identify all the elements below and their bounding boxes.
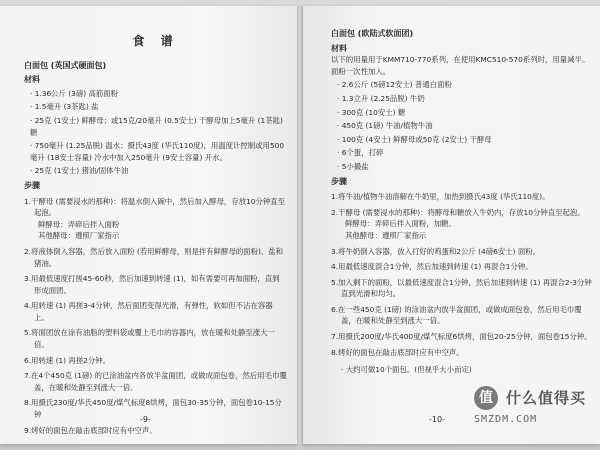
step-list xyxy=(331,191,594,358)
left-page-content xyxy=(24,26,287,436)
step-item: 9.烤好的面包在敲击底部时应有中空声。 xyxy=(24,425,157,435)
intro-text: 以下的用量用于KMM710-770系列，在使用KMC510-570系列时，用量减半。面粉一次性加入。 xyxy=(331,55,590,76)
step-item: 1.干酵母 (需要浸水的那种)：将温水倒入碗中，然后加入酵母，存放10分钟直至起泡。 xyxy=(24,196,286,218)
step-item: 8.烤好的面包在敲击底部时应有中空声。 xyxy=(331,347,464,357)
recipe-title: 白面包 (欧陆式软面团) xyxy=(331,29,414,38)
steps-heading: 步骤 xyxy=(24,180,40,190)
step-item: 3.将牛奶倒入容器，放入打好的鸡蛋和2公斤 (4磅6安士) 面粉。 xyxy=(331,246,541,256)
ingredient-item: · 100克 (4安士) 鲜酵母或50克 (2安士) 干酵母 xyxy=(337,134,492,144)
ingredient-item: · 300克 (10安士) 糖 xyxy=(337,107,406,117)
step-item: 6.在一些450克 (1磅) 的涂油盆内放半盆面团，或做成面包卷，然后用毛巾覆盖，在暖和处静至到涨大一倍。 xyxy=(331,304,582,326)
step-item: 7.在4个450克 (1磅) 的已涂油盆内各放半盆面团，或做成面包卷，然后用毛巾覆盖，在暖和处静至到涨大一倍。 xyxy=(24,371,287,392)
ingredient-list xyxy=(331,79,594,172)
page-title: 食 谱 xyxy=(132,34,179,48)
steps-heading: 步骤 xyxy=(331,176,347,186)
watermark-text: 什么值得买 xyxy=(506,389,587,407)
recipe-title: 白面包 (英国式硬面包) xyxy=(24,60,107,70)
right-page-content xyxy=(331,26,594,376)
page-number: -10- xyxy=(429,415,445,424)
watermark xyxy=(474,386,592,432)
step-subitem: 鲜酵母：弄碎后拌入面粉，加糖。 xyxy=(345,219,456,229)
ingredient-item: · 6个蛋，打碎 xyxy=(337,148,384,158)
ingredient-item: · 25克 (1安士) 猪油/固体牛油 xyxy=(30,166,129,176)
step-item: 4.用最低速度混合1分钟，然后加速到转速 (1) 再混合1分钟。 xyxy=(331,262,533,272)
right-page xyxy=(303,6,600,444)
materials-heading: 材料 xyxy=(24,75,40,85)
ingredient-item: · 1.36公斤 (3磅) 高筋面粉 xyxy=(30,88,119,98)
step-subitem: 其他酵母：遵照厂家指示 xyxy=(38,231,120,241)
watermark-url: SMZDM.COM xyxy=(474,414,538,425)
step-item: 5.将面团放在涂有油脂的塑料袋或覆上毛巾的容器内，放在暖和处静至涨大一倍。 xyxy=(24,328,275,350)
ingredient-list xyxy=(24,88,287,177)
watermark-logo-icon: 值 xyxy=(474,386,498,410)
step-item: 2.将液体倒入容器，然后放入面粉 (若用鲜酵母，则是拌有鲜酵母的面粉)、盐和猪油。 xyxy=(24,246,284,268)
ingredient-item: · 1.3立升 (2.25品脱) 牛奶 xyxy=(337,93,425,103)
step-list xyxy=(24,196,287,437)
step-subitem: 鲜酵母：弄碎后拌入面粉 xyxy=(38,219,120,229)
ingredient-item: · 1.5毫升 (3茶匙) 盐 xyxy=(30,102,99,112)
left-page xyxy=(0,6,297,444)
page-number: -9- xyxy=(140,415,151,424)
yield-note: · 大约可做10个面包。(但视乎大小而定) xyxy=(341,365,472,375)
step-item: 1.将牛油/植物牛油溶解在牛奶里，加热到摄氏43度 (华氏110度)。 xyxy=(331,192,550,202)
ingredient-item: · 2.6公斤 (5磅12安士) 普通白面粉 xyxy=(337,80,452,90)
ingredient-item: · 450克 (1磅) 牛油/植物牛油 xyxy=(337,121,433,131)
step-item: 8.用摄氏230度/华氏450度/煤气标度8烘烤，面包30-35分钟，面包卷10-15分钟 xyxy=(24,398,282,420)
ingredient-item: · 5小撮盐 xyxy=(337,161,369,171)
step-subitem: 其他酵母：遵照厂家指示 xyxy=(345,230,427,240)
step-item: 6.用转速 (1) 再搓2分钟。 xyxy=(24,355,111,365)
step-item: 5.加入剩下的面粉，以最低速度混合1分钟，然后加速到转速 (1) 再混合2-3分钟直到光滑和均匀。 xyxy=(331,277,592,299)
materials-heading: 材料 xyxy=(331,43,347,53)
step-item: 3.用最低速度打搓45-60秒，然后加速到转速 (1)，如有需要可再加面粉，直到形成面团。 xyxy=(24,274,280,295)
step-item: 7.用摄氏200度/华氏400度/煤气标度6烘烤，面包20-25分钟，面包卷15分钟。 xyxy=(331,332,592,342)
ingredient-item: · 750毫升 (1.25品脱) 温水；摄氏43度 (华氏110度)，用温度计控制或用500毫升 (18安士容量) 冷水中加入250毫升 (9安士容量) 开水。 xyxy=(30,141,285,162)
step-item: 2.干酵母 (需要浸水的那种)：将酵母和糖放入牛奶内，存放10分钟直至起泡。 xyxy=(331,207,585,217)
step-item: 4.用转速 (1) 再搓3-4分钟，然后面团变得光滑，有弹性，软如但不沾在容器上。 xyxy=(24,301,273,322)
ingredient-item: · 25克 (1安士) 鲜酵母；或15克/20毫升 (0.5安士) 干酵母加上5毫升 (1茶匙) 糖 xyxy=(30,115,283,137)
